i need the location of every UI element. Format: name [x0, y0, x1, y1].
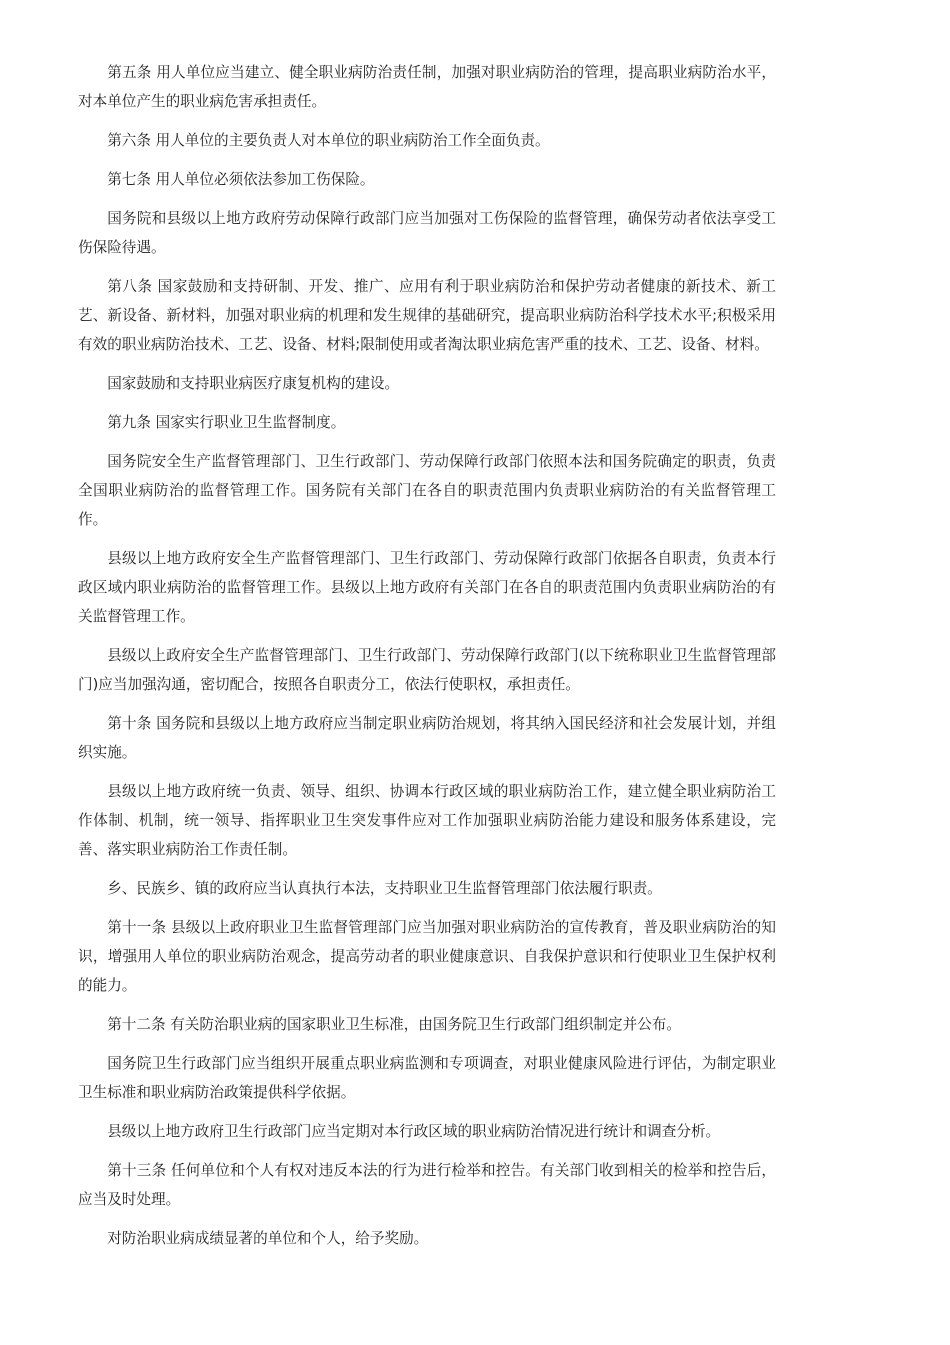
- paragraph-article-10: 第十条 国务院和县级以上地方政府应当制定职业病防治规划，将其纳入国民经济和社会发展计划，并组织实施。: [78, 715, 776, 761]
- paragraph-article-10-clause-2: 乡、民族乡、镇的政府应当认真执行本法，支持职业卫生监督管理部门依法履行职责。: [107, 880, 662, 897]
- paragraph-article-7-clause: 国务院和县级以上地方政府劳动保障行政部门应当加强对工伤保险的监督管理，确保劳动者依法享受工伤保险待遇。: [78, 210, 776, 256]
- paragraph-article-8: 第八条 国家鼓励和支持研制、开发、推广、应用有利于职业病防治和保护劳动者健康的新技术、新工艺、新设备、新材料，加强对职业病的机理和发生规律的基础研究，提高职业病防治科学技术水平;积极采用有效的职业病防治技术、工艺、设备、材料;限制使用或者淘汰职业病危害严重的技术、工艺、设备、材料。: [78, 278, 776, 353]
- paragraph-article-9-clause-2: 县级以上地方政府安全生产监督管理部门、卫生行政部门、劳动保障行政部门依据各自职责，负责本行政区域内职业病防治的监督管理工作。县级以上地方政府有关部门在各自的职责范围内负责职业病防治的有关监督管理工作。: [78, 550, 776, 625]
- paragraph-article-9-clause-3: 县级以上政府安全生产监督管理部门、卫生行政部门、劳动保障行政部门(以下统称职业卫生监督管理部门)应当加强沟通，密切配合，按照各自职责分工，依法行使职权，承担责任。: [78, 647, 776, 693]
- paragraph-article-5: 第五条 用人单位应当建立、健全职业病防治责任制，加强对职业病防治的管理，提高职业病防治水平，对本单位产生的职业病危害承担责任。: [78, 64, 776, 110]
- paragraph-article-6: 第六条 用人单位的主要负责人对本单位的职业病防治工作全面负责。: [107, 132, 550, 149]
- paragraph-article-12: 第十二条 有关防治职业病的国家职业卫生标准，由国务院卫生行政部门组织制定并公布。: [107, 1016, 681, 1033]
- paragraph-article-12-clause-2: 县级以上地方政府卫生行政部门应当定期对本行政区域的职业病防治情况进行统计和调查分析。: [107, 1123, 721, 1140]
- document-body: [78, 58, 776, 1263]
- paragraph-article-11: 第十一条 县级以上政府职业卫生监督管理部门应当加强对职业病防治的宣传教育，普及职业病防治的知识，增强用人单位的职业病防治观念，提高劳动者的职业健康意识、自我保护意识和行使职业卫生保护权利的能力。: [78, 919, 776, 994]
- paragraph-article-9: 第九条 国家实行职业卫生监督制度。: [107, 414, 346, 431]
- paragraph-article-8-clause: 国家鼓励和支持职业病医疗康复机构的建设。: [107, 375, 400, 392]
- paragraph-article-9-clause-1: 国务院安全生产监督管理部门、卫生行政部门、劳动保障行政部门依照本法和国务院确定的职责，负责全国职业病防治的监督管理工作。国务院有关部门在各自的职责范围内负责职业病防治的有关监督管理工作。: [78, 453, 776, 528]
- paragraph-article-10-clause-1: 县级以上地方政府统一负责、领导、组织、协调本行政区域的职业病防治工作，建立健全职业病防治工作体制、机制，统一领导、指挥职业卫生突发事件应对工作加强职业病防治能力建设和服务体系建设，完善、落实职业病防治工作责任制。: [78, 783, 776, 858]
- paragraph-article-13-clause: 对防治职业病成绩显著的单位和个人，给予奖励。: [107, 1230, 429, 1247]
- paragraph-article-13: 第十三条 任何单位和个人有权对违反本法的行为进行检举和控告。有关部门收到相关的检举和控告后，应当及时处理。: [78, 1162, 776, 1208]
- paragraph-article-7: 第七条 用人单位必须依法参加工伤保险。: [107, 171, 375, 188]
- paragraph-article-12-clause-1: 国务院卫生行政部门应当组织开展重点职业病监测和专项调查，对职业健康风险进行评估，为制定职业卫生标准和职业病防治政策提供科学依据。: [78, 1055, 776, 1101]
